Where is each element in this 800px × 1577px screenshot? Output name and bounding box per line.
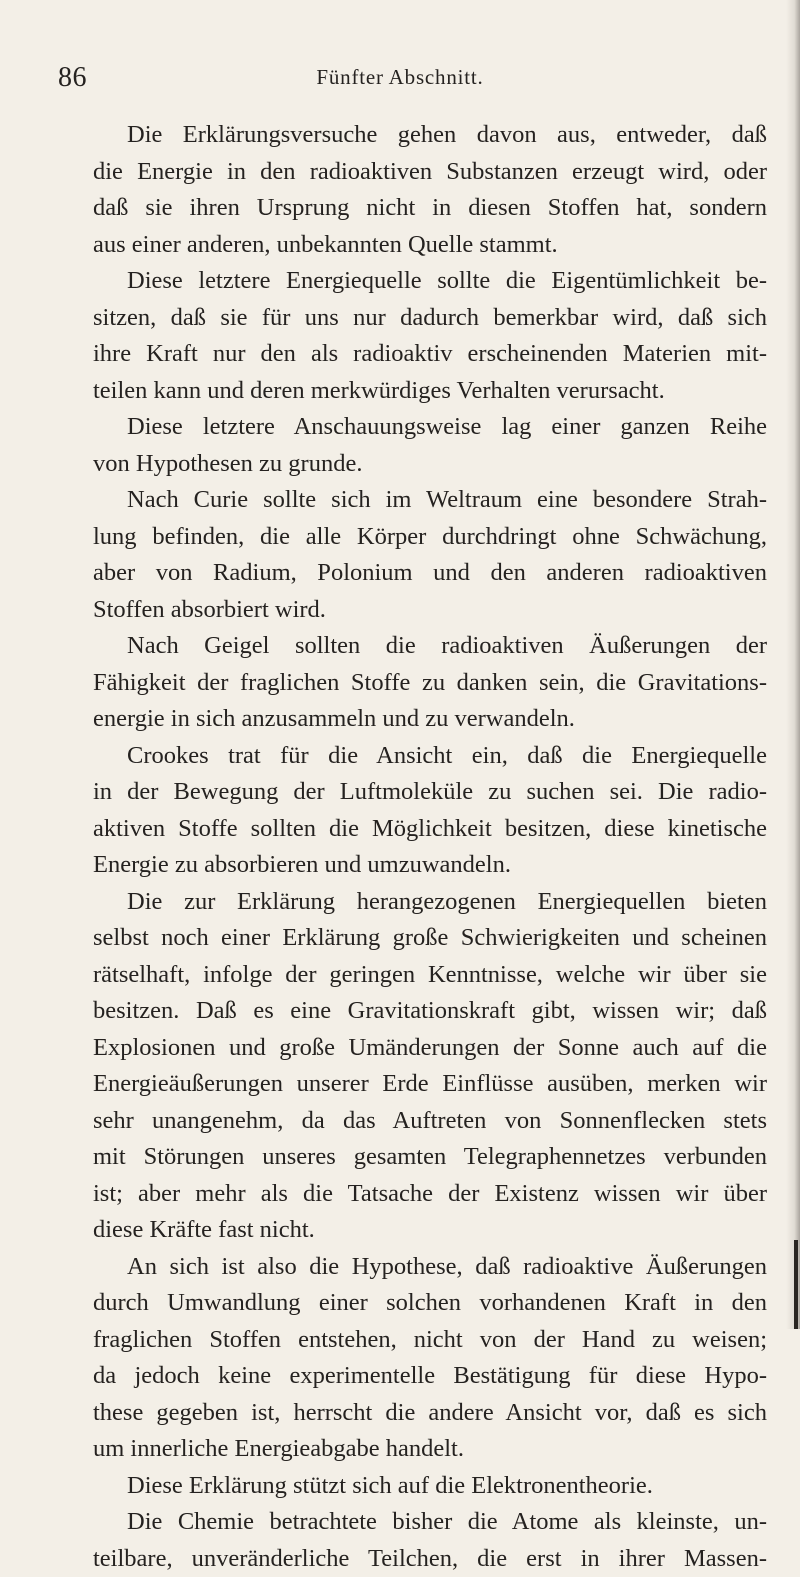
text-line: aus einer anderen, unbekannten Quelle stammt.: [93, 227, 767, 264]
text-line: lung befinden, die alle Körper durchdringt ohne Schwächung,: [93, 519, 767, 556]
text-line: da jedoch keine experimentelle Bestätigung für diese Hypo-: [93, 1358, 767, 1395]
running-header: Fünfter Abschnitt.: [0, 64, 800, 90]
text-line: diese Kräfte fast nicht.: [93, 1212, 767, 1249]
body-text: [93, 117, 767, 1577]
text-line: Energieäußerungen unserer Erde Einflüsse ausüben, merken wir: [93, 1066, 767, 1103]
text-line: daß sie ihren Ursprung nicht in diesen Stoffen hat, sondern: [93, 190, 767, 227]
text-line: durch Umwandlung einer solchen vorhandenen Kraft in den: [93, 1285, 767, 1322]
text-line: Diese letztere Energiequelle sollte die Eigentümlichkeit be-: [93, 263, 767, 300]
text-line: Fähigkeit der fraglichen Stoffe zu danken sein, die Gravitations-: [93, 665, 767, 702]
text-line: sehr unangenehm, da das Auftreten von Sonnenflecken stets: [93, 1103, 767, 1140]
text-line: these gegeben ist, herrscht die andere Ansicht vor, daß es sich: [93, 1395, 767, 1432]
text-line: Die zur Erklärung herangezogenen Energiequellen bieten: [93, 884, 767, 921]
text-line: mit Störungen unseres gesamten Telegraphennetzes verbunden: [93, 1139, 767, 1176]
text-line: besitzen. Daß es eine Gravitationskraft gibt, wissen wir; daß: [93, 993, 767, 1030]
text-line: Stoffen absorbiert wird.: [93, 592, 767, 629]
text-line: teilen kann und deren merkwürdiges Verhalten verursacht.: [93, 373, 767, 410]
text-line: An sich ist also die Hypothese, daß radioaktive Äußerungen: [93, 1249, 767, 1286]
text-line: von Hypothesen zu grunde.: [93, 446, 767, 483]
text-line: ihre Kraft nur den als radioaktiv erscheinenden Materien mit-: [93, 336, 767, 373]
text-line: rätselhaft, infolge der geringen Kenntnisse, welche wir über sie: [93, 957, 767, 994]
page-edge-binding: [794, 1240, 798, 1329]
text-line: die Energie in den radioaktiven Substanzen erzeugt wird, oder: [93, 154, 767, 191]
text-line: teilbare, unveränderliche Teilchen, die erst in ihrer Massen-: [93, 1541, 767, 1577]
text-line: energie in sich anzusammeln und zu verwandeln.: [93, 701, 767, 738]
text-line: ist; aber mehr als die Tatsache der Existenz wissen wir über: [93, 1176, 767, 1213]
text-line: aber von Radium, Polonium und den anderen radioaktiven: [93, 555, 767, 592]
text-line: Nach Geigel sollten die radioaktiven Äußerungen der: [93, 628, 767, 665]
text-line: Crookes trat für die Ansicht ein, daß die Energiequelle: [93, 738, 767, 775]
page-edge-shadow: [786, 0, 800, 1329]
text-line: selbst noch einer Erklärung große Schwierigkeiten und scheinen: [93, 920, 767, 957]
text-line: fraglichen Stoffen entstehen, nicht von der Hand zu weisen;: [93, 1322, 767, 1359]
text-line: sitzen, daß sie für uns nur dadurch bemerkbar wird, daß sich: [93, 300, 767, 337]
text-line: Die Erklärungsversuche gehen davon aus, entweder, daß: [93, 117, 767, 154]
text-line: in der Bewegung der Luftmoleküle zu suchen sei. Die radio-: [93, 774, 767, 811]
text-line: um innerliche Energieabgabe handelt.: [93, 1431, 767, 1468]
text-line: Diese letztere Anschauungsweise lag einer ganzen Reihe: [93, 409, 767, 446]
text-line: Die Chemie betrachtete bisher die Atome als kleinste, un-: [93, 1504, 767, 1541]
page-number: 86: [58, 62, 87, 94]
text-line: Nach Curie sollte sich im Weltraum eine besondere Strah-: [93, 482, 767, 519]
text-line: Energie zu absorbieren und umzuwandeln.: [93, 847, 767, 884]
text-line: Diese Erklärung stützt sich auf die Elektronentheorie.: [93, 1468, 767, 1505]
text-line: aktiven Stoffe sollten die Möglichkeit besitzen, diese kinetische: [93, 811, 767, 848]
text-line: Explosionen und große Umänderungen der Sonne auch auf die: [93, 1030, 767, 1067]
